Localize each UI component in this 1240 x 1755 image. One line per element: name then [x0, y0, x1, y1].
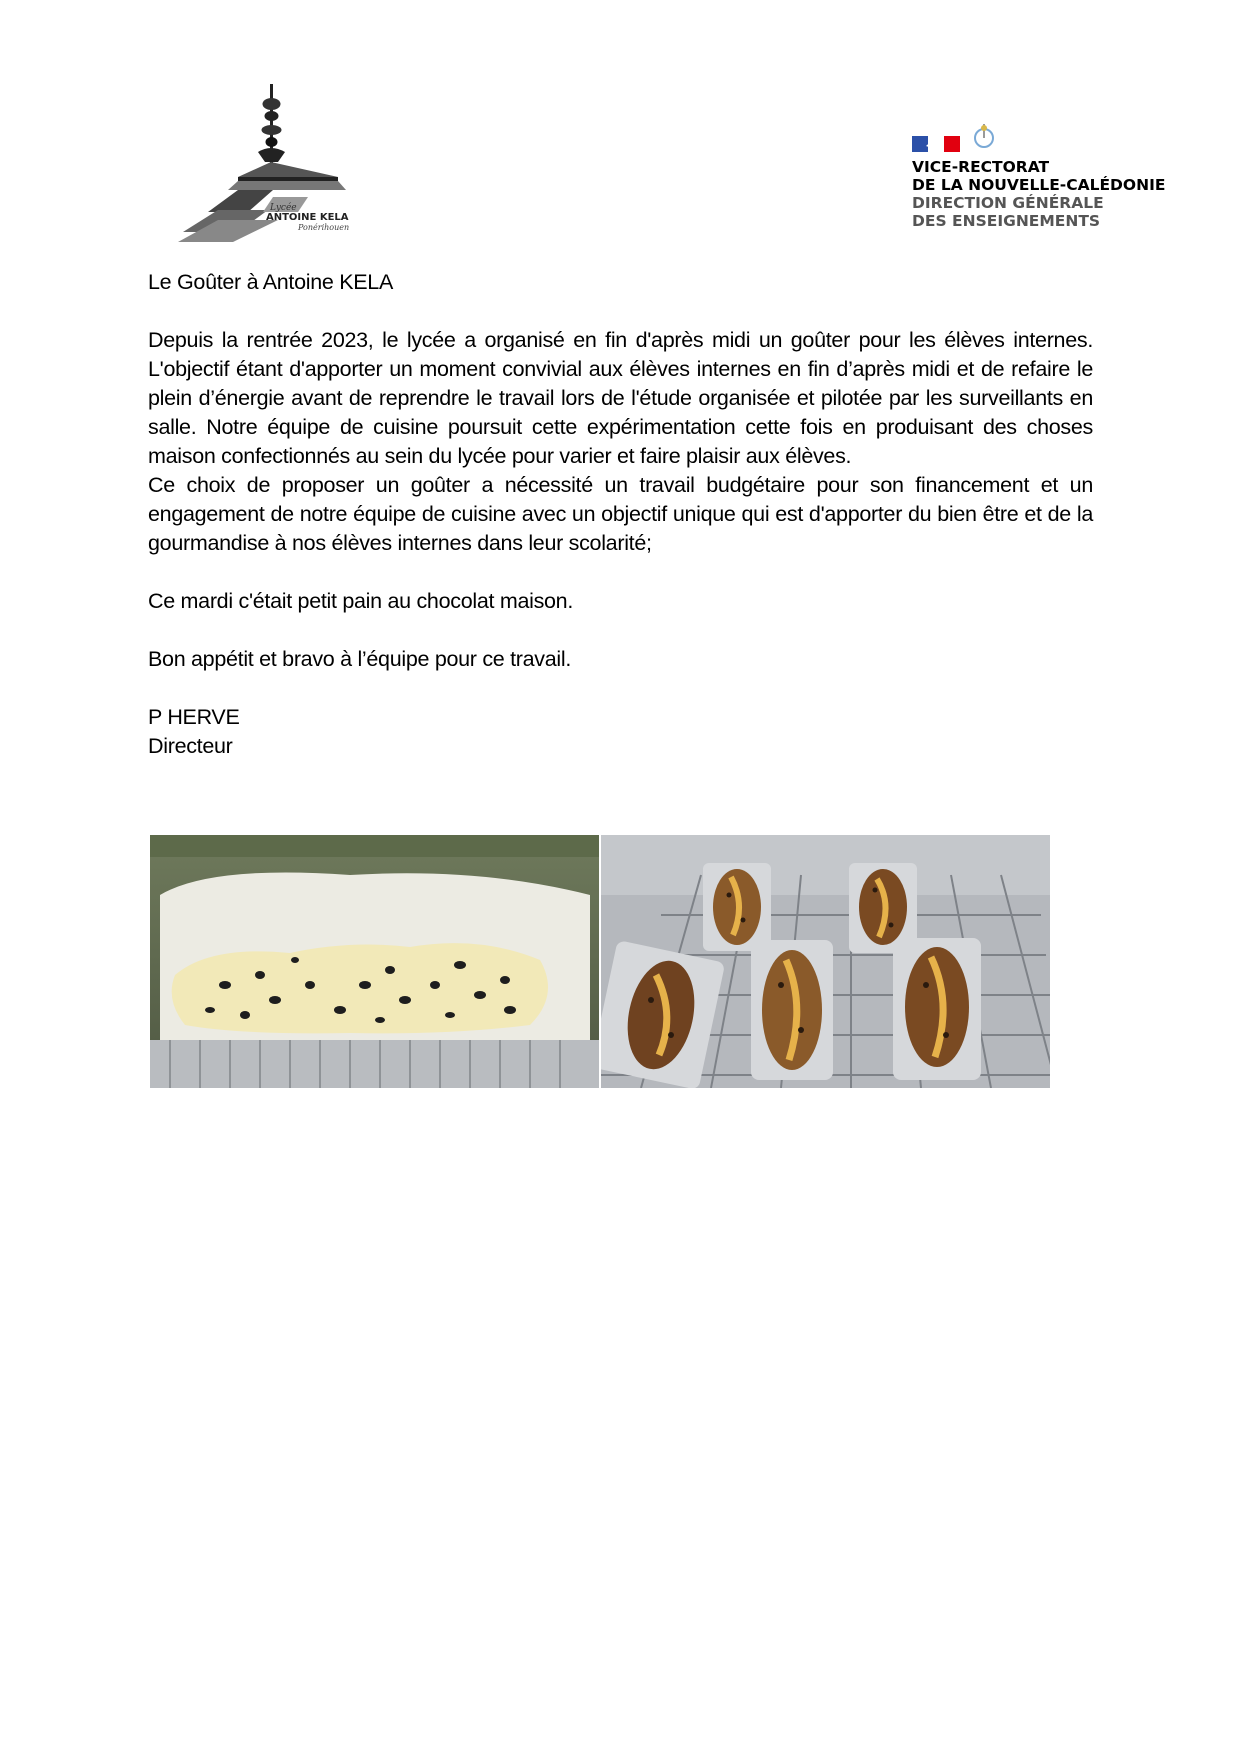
institution-line-2: DE LA NOUVELLE-CALÉDONIE: [912, 176, 1166, 194]
photo-dough-in-tray: [150, 835, 599, 1088]
nc-emblem-icon: [972, 122, 996, 152]
letter-paragraph-4: Bon appétit et bravo à l’équipe pour ce travail.: [148, 647, 572, 671]
institution-line-1: VICE-RECTORAT: [912, 158, 1050, 176]
letter-title: Le Goûter à Antoine KELA: [148, 270, 394, 294]
letter-body: [148, 268, 1093, 761]
signature-role: Directeur: [148, 734, 233, 758]
institution-name: [912, 158, 1165, 230]
letter-paragraph-2: Ce choix de proposer un goûter a nécessité un travail budgétaire pour son financement et un engagement de notre équipe de cuisine avec un objectif unique qui est d'apporter du bien être et de la gourmandise à nos élèves internes dans leur scolarité;: [148, 473, 1093, 555]
photo-baked-cakes: [601, 835, 1050, 1088]
letter-paragraph-3: Ce mardi c'était petit pain au chocolat maison.: [148, 589, 574, 613]
photo-strip: [150, 835, 1050, 1088]
logo-text-lycee: Lycée: [270, 203, 297, 213]
letter-paragraph-1: Depuis la rentrée 2023, le lycée a organisé en fin d'après midi un goûter pour les élèves internes. L'objectif étant d'apporter un moment convivial aux élèves internes en fin d’après midi et de refaire le plein d’énergie avant de reprendre le travail lors de l'étude organisée et pilotée par les surveillants en salle. Notre équipe de cuisine poursuit cette expérimentation cette fois en produisant des choses maison confectionnés au sein du lycée pour varier et faire plaisir aux élèves.: [148, 328, 1093, 468]
logo-text-name: ANTOINE KELA: [266, 212, 349, 223]
republic-flag-icon: [912, 120, 972, 154]
vice-rectorat-logo: [912, 120, 1192, 232]
logo-text-town: Ponérihouen: [298, 223, 350, 232]
school-logo: [178, 82, 378, 242]
institution-line-3: DIRECTION GÉNÉRALE: [912, 194, 1104, 212]
institution-line-4: DES ENSEIGNEMENTS: [912, 212, 1101, 230]
signature-name: P HERVE: [148, 705, 240, 729]
